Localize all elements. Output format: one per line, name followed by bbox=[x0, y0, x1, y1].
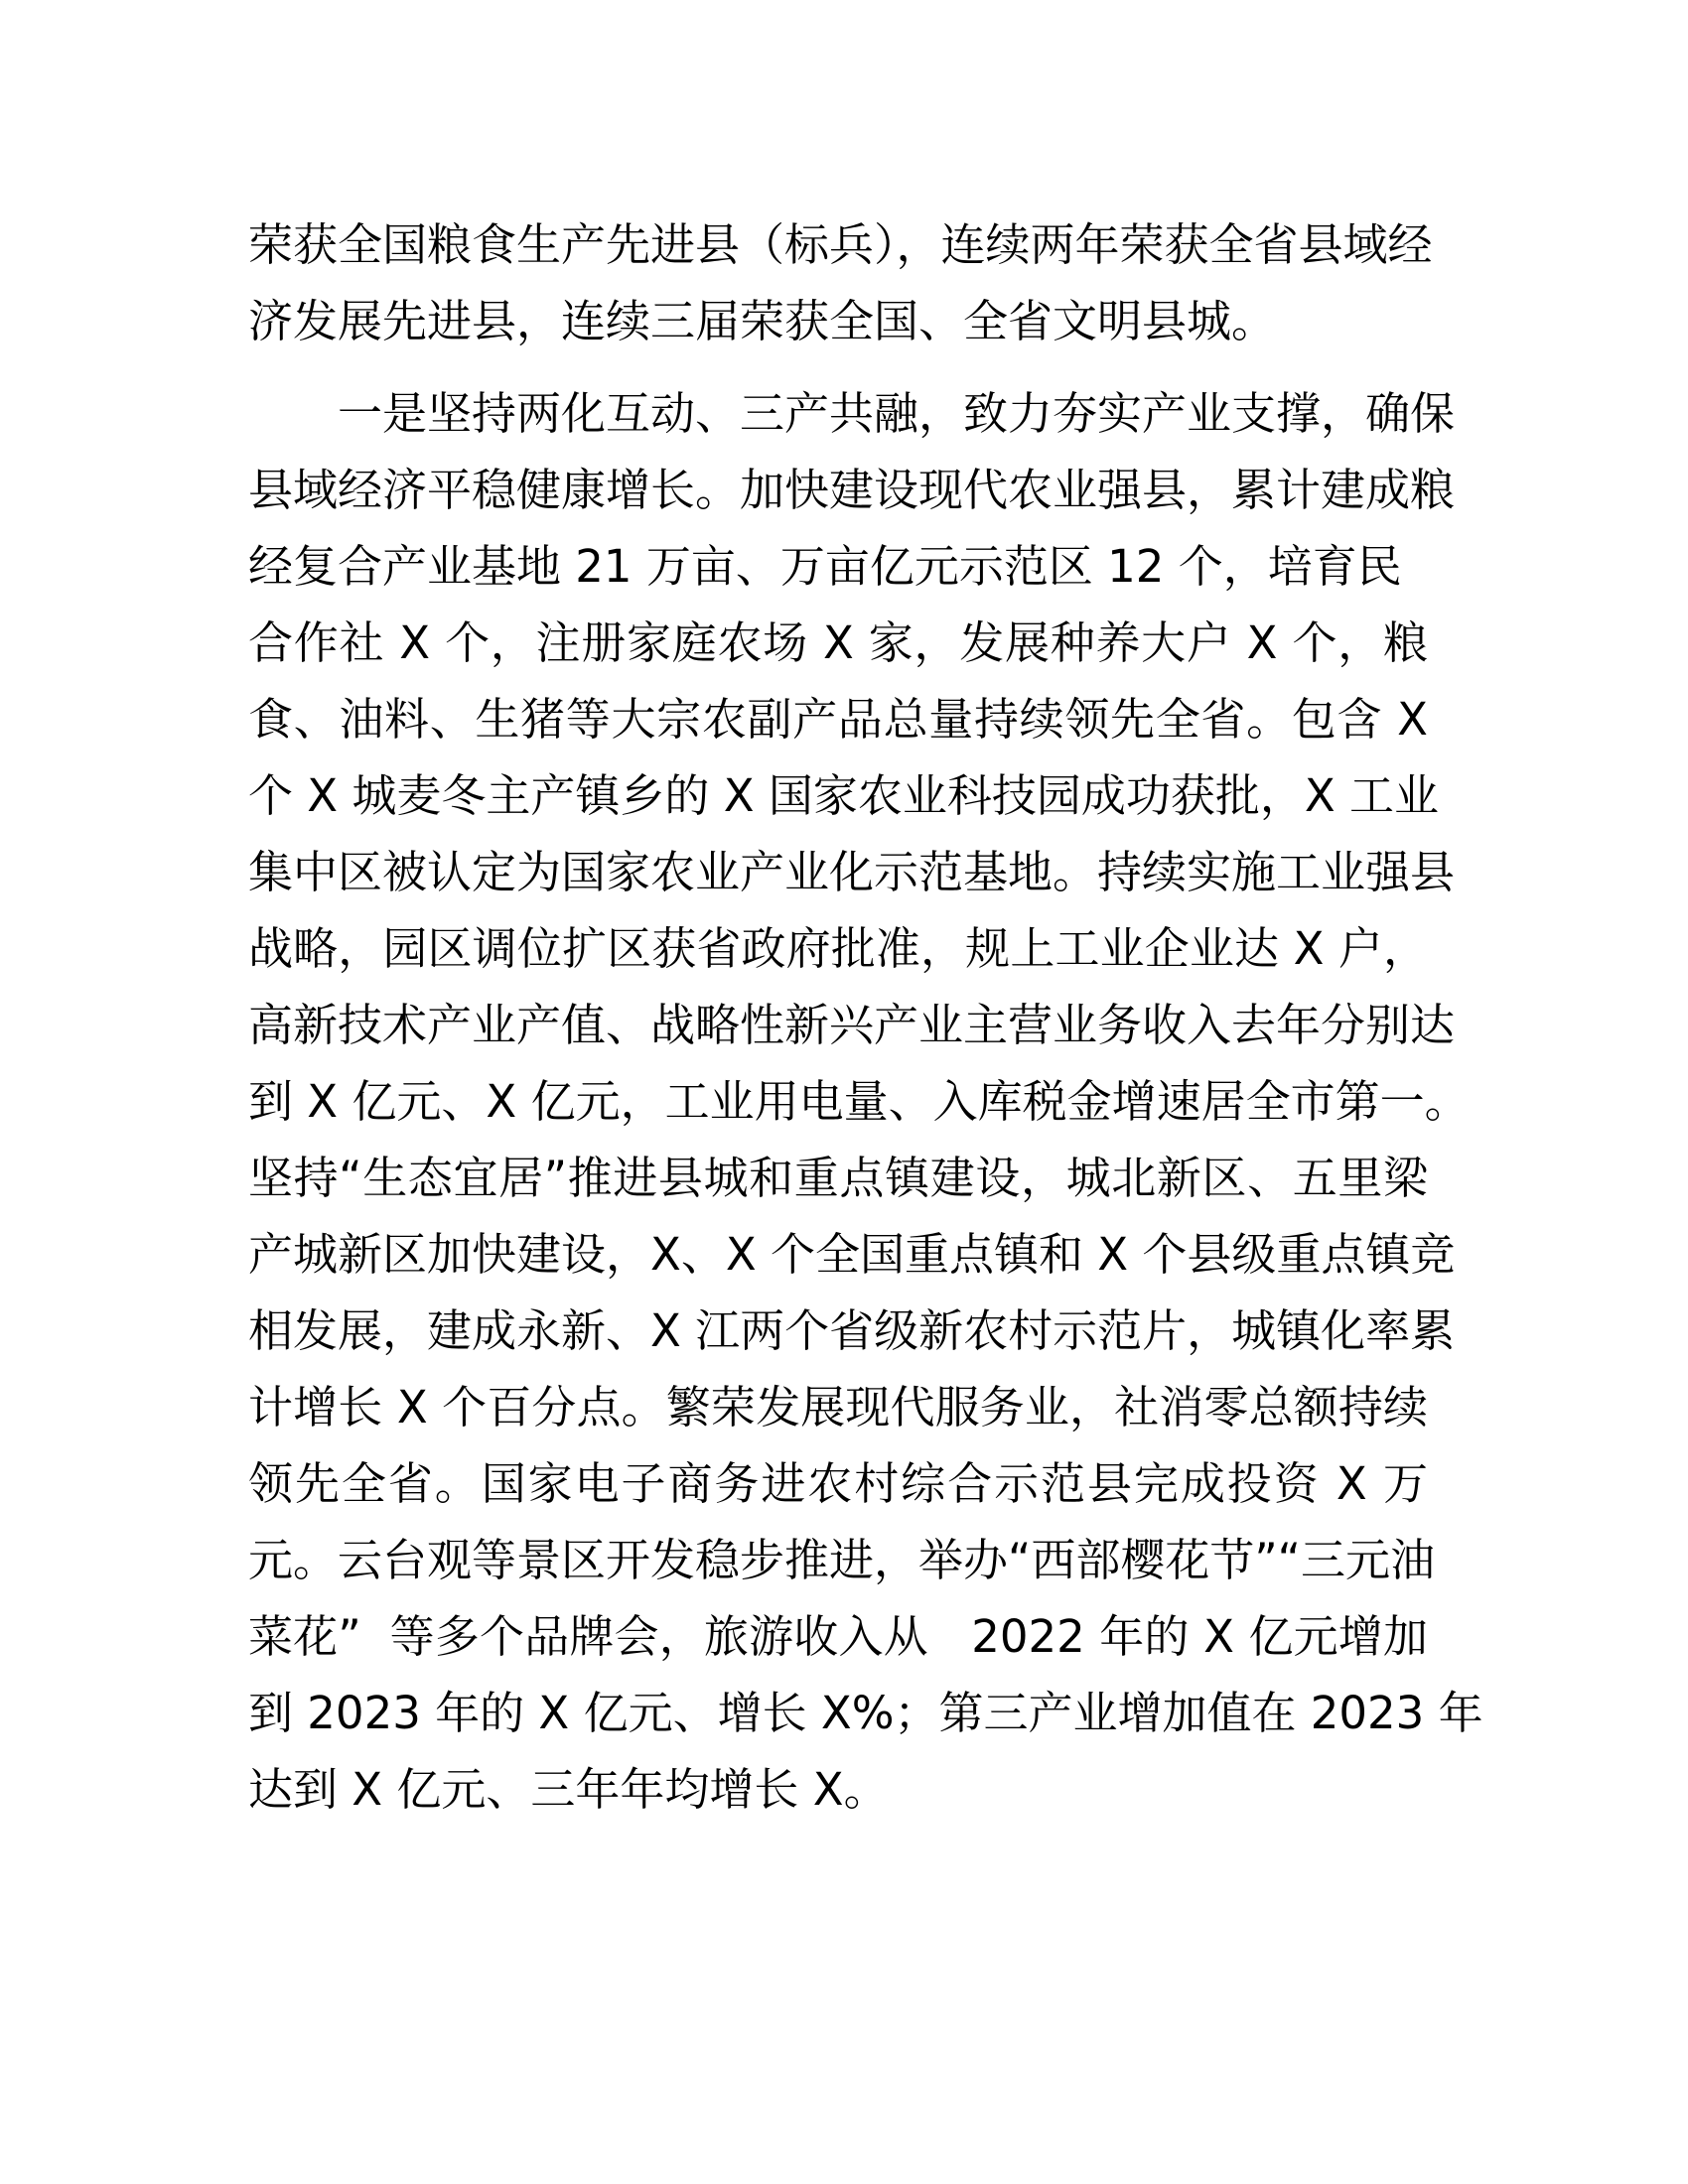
text-line: 一是坚持两化互动、三产共融，致力夯实产业支撑，确保 bbox=[338, 387, 1456, 440]
text-line: 个 X 城麦冬主产镇乡的 X 国家农业科技园成功获批，X 工业 bbox=[248, 769, 1440, 822]
text-line: 坚持“生态宜居”推进县城和重点镇建设，城北新区、五里梁 bbox=[248, 1152, 1428, 1204]
text-line: 经复合产业基地 21 万亩、万亩亿元示范区 12 个，培育民 bbox=[248, 540, 1402, 593]
text-line: 济发展先进县，连续三届荣获全国、全省文明县城。 bbox=[248, 295, 1277, 347]
text-line: 集中区被认定为国家农业产业化示范基地。持续实施工业强县 bbox=[248, 846, 1456, 898]
text-line: 达到 X 亿元、三年年均增长 X。 bbox=[248, 1763, 889, 1816]
text-line: 战略，园区调位扩区获省政府批准，规上工业企业达 X 户， bbox=[248, 922, 1428, 975]
text-line: 元。云台观等景区开发稳步推进，举办“西部樱花节”“三元油 bbox=[248, 1534, 1435, 1586]
text-line: 到 X 亿元、X 亿元，工业用电量、入库税金增速居全市第一。 bbox=[248, 1075, 1470, 1128]
text-line: 高新技术产业产值、战略性新兴产业主营业务收入去年分别达 bbox=[248, 999, 1456, 1051]
text-line: 产城新区加快建设，X、X 个全国重点镇和 X 个县级重点镇竞 bbox=[248, 1228, 1456, 1281]
paragraph-industry-support bbox=[248, 375, 1483, 1828]
text-line: 食、油料、生猪等大宗农副产品总量持续领先全省。包含 X bbox=[248, 693, 1428, 746]
text-line: 荣获全国粮食生产先进县（标兵），连续两年荣获全省县域经 bbox=[248, 218, 1433, 271]
text-line: 计增长 X 个百分点。繁荣发展现代服务业，社消零总额持续 bbox=[248, 1381, 1428, 1433]
text-line: 到 2023 年的 X 亿元、增长 X%；第三产业增加值在 2023 年 bbox=[248, 1687, 1483, 1739]
text-line: 领先全省。国家电子商务进农村综合示范县完成投资 X 万 bbox=[248, 1457, 1428, 1510]
text-line: 合作社 X 个，注册家庭农场 X 家，发展种养大户 X 个，粮 bbox=[248, 616, 1428, 669]
text-line: 菜花” 等多个品牌会，旅游收入从 2022 年的 X 亿元增加 bbox=[248, 1610, 1428, 1663]
paragraph-honors bbox=[248, 206, 1433, 359]
text-line: 相发展，建成永新、X 江两个省级新农村示范片，城镇化率累 bbox=[248, 1304, 1456, 1357]
text-line: 县域经济平稳健康增长。加快建设现代农业强县，累计建成粮 bbox=[248, 464, 1456, 516]
